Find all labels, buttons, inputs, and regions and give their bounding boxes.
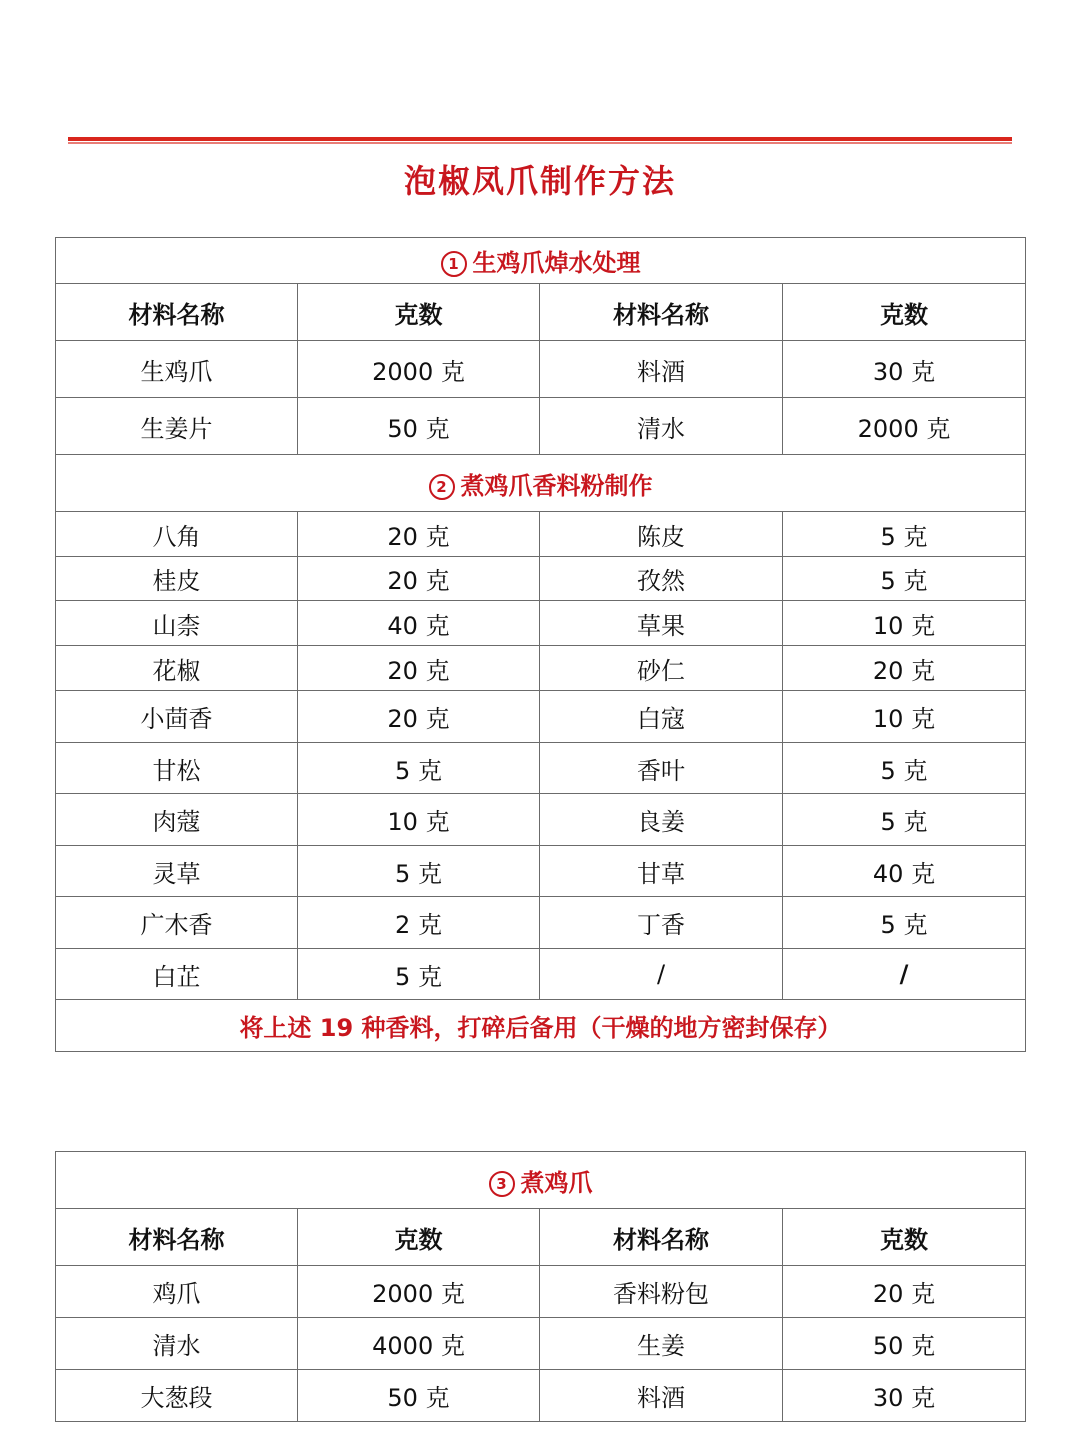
table-row bbox=[56, 949, 1026, 1000]
column-header-row bbox=[56, 284, 1026, 341]
ingredient-name: 生鸡爪 bbox=[56, 341, 298, 398]
ingredient-grams: 10 克 bbox=[298, 794, 540, 846]
table-row bbox=[56, 1318, 1026, 1370]
table-row bbox=[56, 691, 1026, 743]
section-title: 煮鸡爪 bbox=[520, 1168, 593, 1197]
table-row bbox=[56, 1370, 1026, 1422]
ingredient-grams: 10 克 bbox=[783, 691, 1026, 743]
ingredient-grams: 50 克 bbox=[298, 398, 540, 455]
table-row bbox=[56, 897, 1026, 949]
table-row bbox=[56, 557, 1026, 601]
ingredient-grams: 5 克 bbox=[298, 949, 540, 1000]
top-red-rule bbox=[68, 137, 1012, 144]
ingredient-grams: 4000 克 bbox=[298, 1318, 540, 1370]
table-row bbox=[56, 646, 1026, 691]
column-header-row bbox=[56, 1209, 1026, 1266]
ingredient-grams: 20 克 bbox=[298, 646, 540, 691]
ingredient-grams: 40 克 bbox=[298, 601, 540, 646]
ingredient-grams: 50 克 bbox=[783, 1318, 1026, 1370]
ingredient-name: 山柰 bbox=[56, 601, 298, 646]
ingredient-name: 白芷 bbox=[56, 949, 298, 1000]
ingredient-grams: 2000 克 bbox=[298, 341, 540, 398]
recipe-table-1 bbox=[55, 237, 1026, 1052]
ingredient-name: 料酒 bbox=[540, 1370, 783, 1422]
ingredient-name: 甘松 bbox=[56, 743, 298, 794]
ingredient-grams: 50 克 bbox=[298, 1370, 540, 1422]
col-header-grams: 克数 bbox=[298, 1209, 540, 1266]
ingredient-grams: 30 克 bbox=[783, 1370, 1026, 1422]
ingredient-name: 料酒 bbox=[540, 341, 783, 398]
ingredient-grams: 20 克 bbox=[298, 512, 540, 557]
ingredient-name: 桂皮 bbox=[56, 557, 298, 601]
ingredient-grams: 20 克 bbox=[783, 1266, 1026, 1318]
ingredient-name: 生姜 bbox=[540, 1318, 783, 1370]
ingredient-grams: 5 克 bbox=[783, 557, 1026, 601]
ingredient-name: 甘草 bbox=[540, 846, 783, 897]
table-row bbox=[56, 743, 1026, 794]
ingredient-grams: 2000 克 bbox=[298, 1266, 540, 1318]
ingredient-grams: 5 克 bbox=[298, 846, 540, 897]
section-3-header bbox=[56, 1152, 1026, 1209]
ingredient-name: 大葱段 bbox=[56, 1370, 298, 1422]
ingredient-name: 砂仁 bbox=[540, 646, 783, 691]
col-header-name: 材料名称 bbox=[56, 284, 298, 341]
ingredient-name: 清水 bbox=[540, 398, 783, 455]
table-row bbox=[56, 1266, 1026, 1318]
recipe-table-2 bbox=[55, 1151, 1026, 1422]
table-row bbox=[56, 794, 1026, 846]
section-2-header bbox=[56, 455, 1026, 512]
ingredient-grams: 5 克 bbox=[298, 743, 540, 794]
table-row bbox=[56, 512, 1026, 557]
ingredient-grams: 5 克 bbox=[783, 897, 1026, 949]
storage-note: 将上述 19 种香料，打碎后备用（干燥的地方密封保存） bbox=[56, 1000, 1026, 1052]
note-row bbox=[56, 1000, 1026, 1052]
ingredient-name: 香叶 bbox=[540, 743, 783, 794]
ingredient-name: 花椒 bbox=[56, 646, 298, 691]
ingredient-name: 肉蔻 bbox=[56, 794, 298, 846]
ingredient-grams: 20 克 bbox=[783, 646, 1026, 691]
col-header-grams: 克数 bbox=[298, 284, 540, 341]
section-number-badge: 2 bbox=[429, 474, 455, 500]
ingredient-grams: 5 克 bbox=[783, 512, 1026, 557]
ingredient-grams: 5 克 bbox=[783, 743, 1026, 794]
col-header-name: 材料名称 bbox=[540, 284, 783, 341]
ingredient-name: 小茴香 bbox=[56, 691, 298, 743]
ingredient-name: 生姜片 bbox=[56, 398, 298, 455]
ingredient-name: 良姜 bbox=[540, 794, 783, 846]
ingredient-name: 丁香 bbox=[540, 897, 783, 949]
ingredient-grams: 30 克 bbox=[783, 341, 1026, 398]
page-title: 泡椒凤爪制作方法 bbox=[403, 162, 676, 200]
table-row bbox=[56, 398, 1026, 455]
ingredient-grams: 10 克 bbox=[783, 601, 1026, 646]
table-row bbox=[56, 601, 1026, 646]
section-number-badge: 1 bbox=[441, 251, 467, 277]
section-title: 煮鸡爪香料粉制作 bbox=[460, 471, 653, 500]
ingredient-grams: 20 克 bbox=[298, 691, 540, 743]
ingredient-name: 八角 bbox=[56, 512, 298, 557]
ingredient-name: 清水 bbox=[56, 1318, 298, 1370]
ingredient-grams: / bbox=[783, 949, 1026, 1000]
ingredient-name: / bbox=[540, 949, 783, 1000]
ingredient-name: 白寇 bbox=[540, 691, 783, 743]
col-header-grams: 克数 bbox=[783, 1209, 1026, 1266]
ingredient-grams: 40 克 bbox=[783, 846, 1026, 897]
ingredient-name: 草果 bbox=[540, 601, 783, 646]
col-header-grams: 克数 bbox=[783, 284, 1026, 341]
ingredient-grams: 20 克 bbox=[298, 557, 540, 601]
table-row bbox=[56, 341, 1026, 398]
section-number-badge: 3 bbox=[489, 1171, 515, 1197]
ingredient-name: 广木香 bbox=[56, 897, 298, 949]
section-1-header bbox=[56, 238, 1026, 284]
section-title: 生鸡爪焯水处理 bbox=[472, 249, 641, 277]
ingredient-grams: 5 克 bbox=[783, 794, 1026, 846]
ingredient-grams: 2 克 bbox=[298, 897, 540, 949]
col-header-name: 材料名称 bbox=[540, 1209, 783, 1266]
ingredient-name: 孜然 bbox=[540, 557, 783, 601]
ingredient-grams: 2000 克 bbox=[783, 398, 1026, 455]
ingredient-name: 香料粉包 bbox=[540, 1266, 783, 1318]
table-row bbox=[56, 846, 1026, 897]
ingredient-name: 灵草 bbox=[56, 846, 298, 897]
col-header-name: 材料名称 bbox=[56, 1209, 298, 1266]
ingredient-name: 陈皮 bbox=[540, 512, 783, 557]
ingredient-name: 鸡爪 bbox=[56, 1266, 298, 1318]
